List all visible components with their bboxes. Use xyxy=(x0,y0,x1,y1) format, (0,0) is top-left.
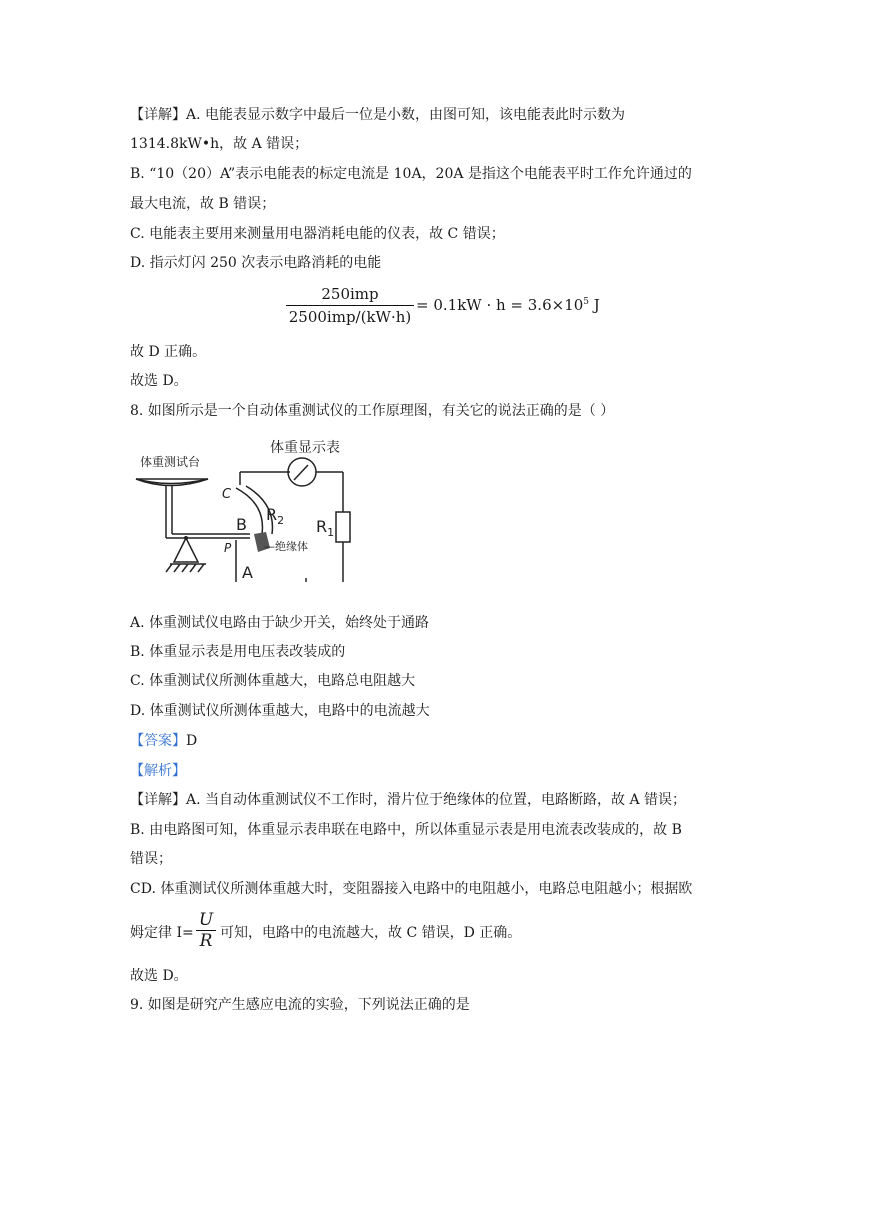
r2-letter: R xyxy=(266,505,278,524)
detail-line-4: 最大电流，故 B 错误； xyxy=(130,196,276,212)
analysis-line-5b: 可知，电路中的电流越大，故 C 错误，D 正确。 xyxy=(220,925,522,941)
ohm-denominator: R xyxy=(199,931,213,951)
fraction-denominator: 2500imp/(kW·h) xyxy=(288,308,412,326)
detail-line-8: 故选 D。 xyxy=(130,373,188,389)
platform-label: 体重测试台 xyxy=(140,455,201,469)
energy-equation xyxy=(286,284,706,330)
r1-label xyxy=(316,517,334,539)
point-b-label: B xyxy=(236,515,247,534)
r2-label xyxy=(266,505,284,527)
equation-unit: J xyxy=(593,296,600,314)
analysis-tag: 【解析】 xyxy=(130,763,186,779)
detail-line-7: 故 D 正确。 xyxy=(130,344,207,360)
ohm-fraction xyxy=(196,910,216,951)
insulator-label: —绝缘体 xyxy=(264,540,308,553)
analysis-line-1: 【详解】A. 当自动体重测试仪不工作时，滑片位于绝缘体的位置，电路断路，故 A 错误； xyxy=(130,792,687,808)
option-d: D. 体重测试仪所测体重越大，电路中的电流越大 xyxy=(130,703,430,719)
question-9: 9. 如图是研究产生感应电流的实验，下列说法正确的是 xyxy=(130,997,470,1013)
question-8: 8. 如图所示是一个自动体重测试仪的工作原理图，有关它的说法正确的是（ ） xyxy=(130,403,615,419)
r2-subscript: 2 xyxy=(277,514,285,527)
analysis-line-6: 故选 D。 xyxy=(130,968,188,984)
detail-line-2: 1314.8kW•h，故 A 错误； xyxy=(130,136,309,152)
analysis-line-5a: 姆定律 I= xyxy=(130,925,194,941)
analysis-line-3: 错误； xyxy=(130,851,172,867)
fraction-bar xyxy=(286,305,414,306)
option-a: A. 体重测试仪电路由于缺少开关，始终处于通路 xyxy=(130,615,430,631)
point-a-label: A xyxy=(242,563,253,582)
meter-label: 体重显示表 xyxy=(270,440,340,456)
detail-line-1: 【详解】A. 电能表显示数字中最后一位是小数，由图可知，该电能表此时示数为 xyxy=(130,107,626,123)
analysis-line-4: CD. 体重测试仪所测体重越大时，变阻器接入电路中的电阻越小，电路总电阻越小；根据欧 xyxy=(130,881,693,897)
circuit-diagram xyxy=(130,432,370,582)
answer-tag: 【答案】 xyxy=(130,733,186,749)
detail-line-3: B. “10（20）A”表示电能表的标定电流是 10A，20A 是指这个电能表平时工作允许通过的 xyxy=(130,166,692,182)
insulator-text: 绝缘体 xyxy=(275,540,308,553)
r1-subscript: 1 xyxy=(327,526,335,539)
option-b: B. 体重显示表是用电压表改装成的 xyxy=(130,644,346,660)
option-c: C. 体重测试仪所测体重越大，电路总电阻越大 xyxy=(130,673,416,689)
energy-fraction xyxy=(286,284,414,327)
detail-line-5: C. 电能表主要用来测量用电器消耗电能的仪表，故 C 错误； xyxy=(130,226,505,242)
equation-exponent: 5 xyxy=(583,297,590,307)
analysis-line-2: B. 由电路图可知，体重显示表串联在电路中，所以体重显示表是用电流表改装成的，故 B xyxy=(130,822,682,838)
detail-line-6: D. 指示灯闪 250 次表示电路消耗的电能 xyxy=(130,255,382,271)
answer-value: D xyxy=(186,733,198,749)
point-c-label: C xyxy=(222,487,232,502)
point-p-label: P xyxy=(224,541,232,555)
answer-line xyxy=(130,731,197,751)
fraction-numerator: 250imp xyxy=(321,285,379,303)
equation-result-text: = 0.1kW · h = 3.6×10 xyxy=(416,296,584,314)
r1-letter: R xyxy=(316,517,328,536)
ohm-numerator: U xyxy=(198,910,214,930)
equation-result xyxy=(416,296,600,314)
